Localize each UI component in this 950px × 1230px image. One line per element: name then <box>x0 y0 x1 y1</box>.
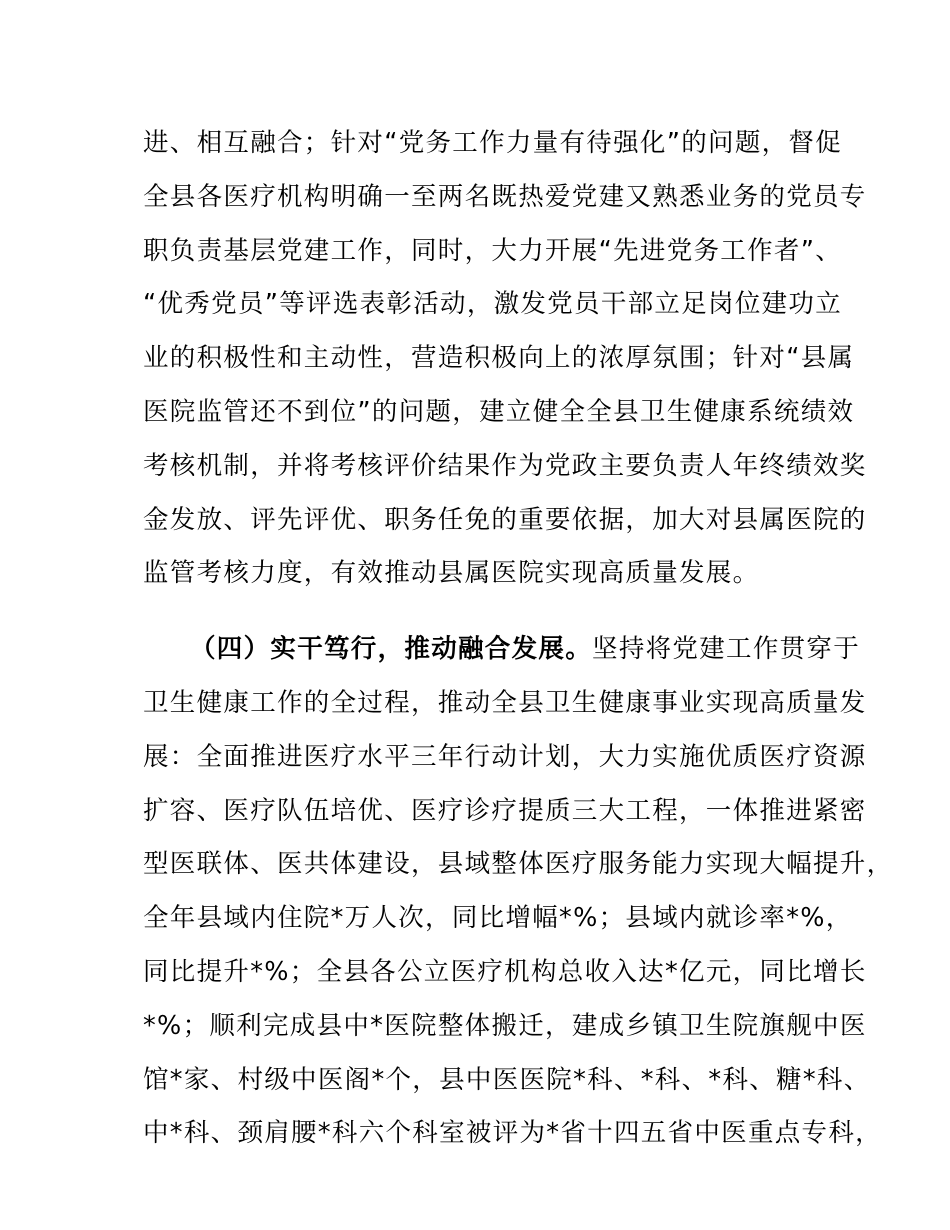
text-line: 扩容、医疗队伍培优、医疗诊疗提质三大工程，一体推进紧密 <box>143 796 867 826</box>
text-line: 职负责基层党建工作，同时，大力开展“先进党务工作者”、 <box>143 236 843 266</box>
text-line: 全年县域内住院*万人次，同比增幅*%；县域内就诊率*%， <box>143 903 853 933</box>
section-heading-rest: 坚持将党建工作贯穿于 <box>592 634 861 664</box>
text-line: 中*科、颈肩腰*科六个科室被评为*省十四五省中医重点专科， <box>143 1118 882 1148</box>
text-line: 业的积极性和主动性，营造积极向上的浓厚氛围；针对“县属 <box>143 343 855 373</box>
text-line: 考核机制，并将考核评价结果作为党政主要负责人年终绩效奖 <box>143 451 867 481</box>
section-heading-line <box>190 633 860 665</box>
text-line: 医院监管还不到位”的问题，建立健全全县卫生健康系统绩效 <box>143 397 855 427</box>
text-line: 展：全面推进医疗水平三年行动计划，大力实施优质医疗资源 <box>143 742 867 772</box>
section-heading: （四）实干笃行，推动融合发展。 <box>190 634 593 664</box>
text-line: *%；顺利完成县中*医院整体搬迁，建成乡镇卫生院旗舰中医 <box>143 1011 867 1041</box>
text-line: 金发放、评先评优、职务任免的重要依据，加大对县属医院的 <box>143 505 867 535</box>
text-line: 监管考核力度，有效推动县属医院实现高质量发展。 <box>143 558 760 588</box>
text-line: 馆*家、村级中医阁*个，县中医医院*科、*科、*科、糖*科、 <box>143 1065 871 1095</box>
text-line: “优秀党员”等评选表彰活动，激发党员干部立足岗位建功立 <box>143 289 843 319</box>
text-line: 型医联体、医共体建设，县域整体医疗服务能力实现大幅提升， <box>143 849 894 879</box>
text-line: 卫生健康工作的全过程，推动全县卫生健康事业实现高质量发 <box>143 688 867 718</box>
text-line: 进、相互融合；针对“党务工作力量有待强化”的问题，督促 <box>143 128 843 158</box>
text-line: 同比提升*%；全县各公立医疗机构总收入达*亿元，同比增长 <box>143 957 867 987</box>
text-line: 全县各医疗机构明确一至两名既热爱党建又熟悉业务的党员专 <box>143 182 867 212</box>
